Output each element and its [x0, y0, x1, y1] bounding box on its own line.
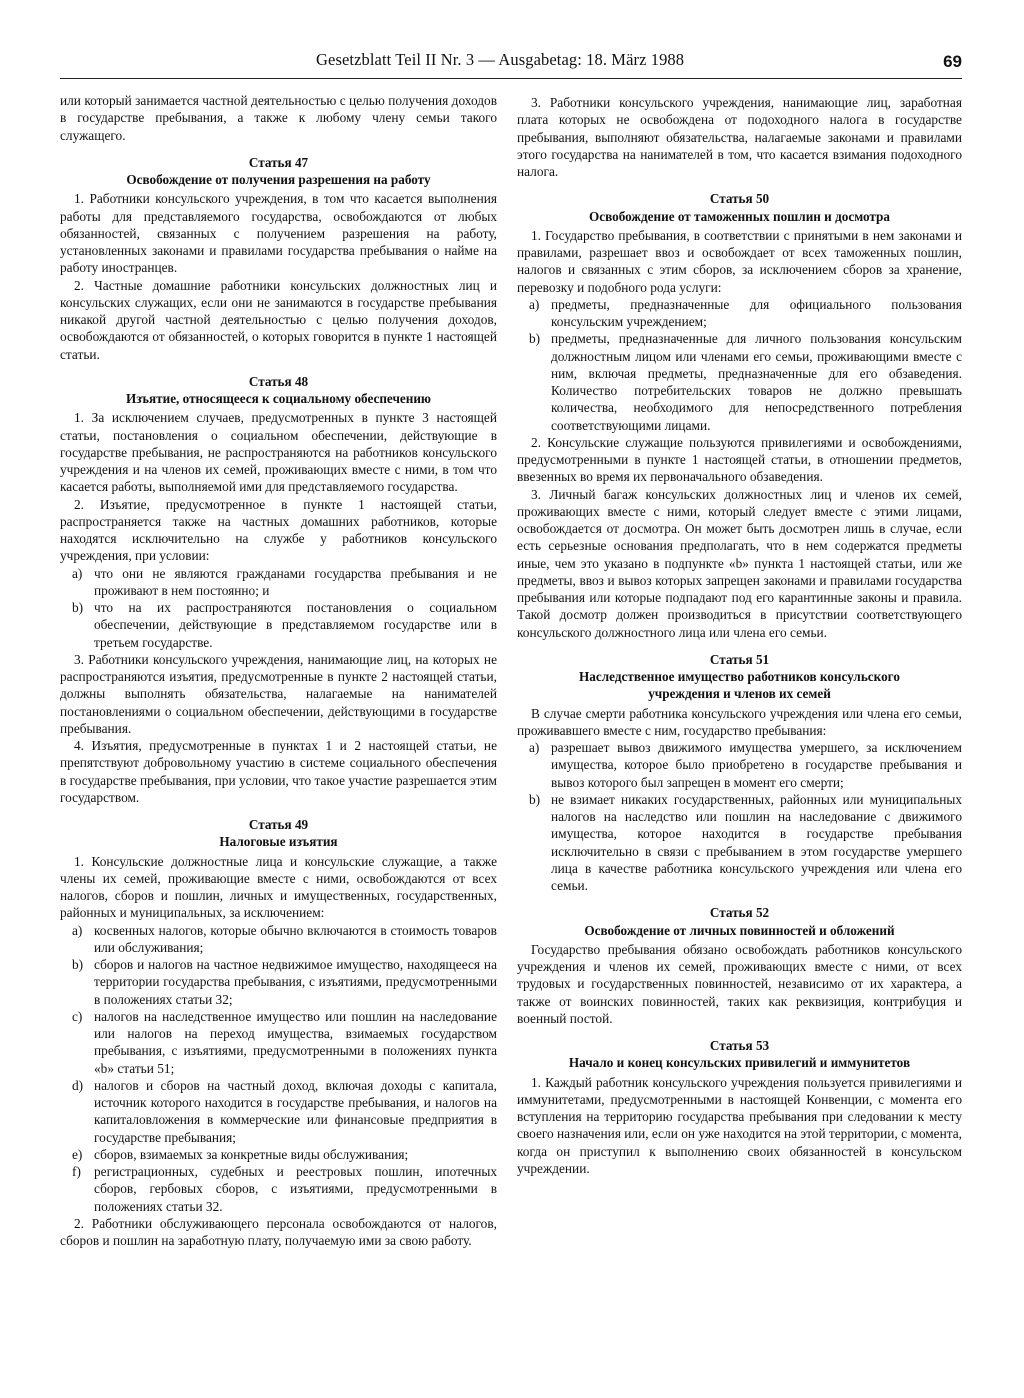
article-53-paragraph-1: 1. Каждый работник консульского учреждения пользуется привилегиями и иммунитетами, предусмотренными в настоящей Конвенции, с момента его вступления на территорию государства пребывания при следовании к месту своего назначения или, если он уже находится на этой территории, с момента, когда он приступил к выполнению своих обязанностей в консульском учреждении.	[517, 1074, 963, 1176]
list-item	[60, 956, 497, 1008]
article-48-paragraph-1: 1. За исключением случаев, предусмотренных в пункте 3 настоящей статьи, постановления о социальном обеспечении, действующие в государстве пребывания, не распространяются на работников консульского учреждения и на членов их семей, проживающих вместе с ними, в том что касается работы, выполняемой ими для представляемого государства.	[60, 410, 497, 495]
list-item	[60, 1008, 497, 1077]
article-50-paragraph-3: 3. Личный багаж консульских должностных лиц и членов их семей, проживающих вместе с ними, который следует вместе с этими лицами, освобождается от досмотра. Он может быть досмотрен лишь в случае, если есть серьезные основания предполагать, что в нем содержатся предметы иные, чем это указано в подпункте «b» пункта 1 настоящей статьи, или же предметы, ввоз и вывоз которых запрещен законами и правилами государства пребывания или которые подпадают под его карантинные законы и правила. Такой досмотр должен производиться в присутствии соответствующего консульского должностного лица или члена его семьи.	[517, 486, 962, 640]
gazette-title: Gesetzblatt Teil II Nr. 3 — Ausgabetag: 18. März 1988	[316, 50, 685, 69]
article-47-title: Освобождение от получения разрешения на работу	[126, 172, 431, 187]
article-50-paragraph-2: 2. Консульские служащие пользуются привилегиями и освобождениями, предусмотренными в пункте 1 настоящей статьи, в отношении предметов, ввезенных во время их первоначального обзаведения.	[517, 434, 962, 485]
list-item-text: сборов и налогов на частное недвижимое имущество, находящееся на территории государства пребывания, с изъятиями, предусмотренными в положениях статьи 32;	[94, 957, 497, 1007]
list-item-text: что они не являются гражданами государства пребывания и не проживают в нем постоянно; и	[94, 565, 497, 598]
article-50-number: Статья 50	[709, 191, 770, 207]
article-52-number: Статья 52	[709, 905, 770, 921]
page-header	[60, 46, 962, 79]
article-51-title-line-2: учреждения и членов их семей	[648, 686, 831, 702]
list-item-text: не взимает никаких государственных, районных или муниципальных налогов на наследство или пошлин на наследование с движимого имущества, которое находится в государстве пребывания исключительно в связи с пребыванием в этом государстве умершего лица в качестве работника консульского учреждения или члена его семьи.	[551, 791, 962, 893]
list-item	[60, 599, 497, 651]
list-item-text: регистрационных, судебных и реестровых пошлин, ипотечных сборов, гербовых сборов, с изъятиями, предусмотренными в положениях статьи 32.	[94, 1164, 497, 1214]
list-item-label: e)	[72, 1146, 83, 1162]
list-item-label: a)	[529, 296, 540, 312]
list-item-label: a)	[72, 922, 83, 938]
right-column	[517, 94, 962, 1177]
article-53-number: Статья 53	[709, 1038, 770, 1053]
list-item	[60, 1146, 497, 1163]
article-51-number: Статья 51	[709, 651, 770, 667]
list-item	[60, 1163, 497, 1215]
list-item-label: b)	[529, 791, 541, 807]
article-51-title	[517, 668, 962, 703]
list-item-text: косвенных налогов, которые обычно включаются в стоимость товаров или обслуживания;	[94, 922, 497, 955]
article-49-title: Налоговые изъятия	[219, 834, 338, 850]
list-item-label: c)	[72, 1008, 83, 1024]
article-48-paragraph-3: 3. Работники консульского учреждения, нанимающие лиц, на которых не распространяются изъятия, предусмотренные в пункте 2 настоящей статьи, должны выполнять обязательства, налагаемые на нанимателей постановлениями о социальном обеспечении, действующими в государстве пребывания.	[60, 651, 497, 736]
page-number: 69	[943, 52, 962, 71]
list-item-text: предметы, предназначенные для личного пользования консульским должностным лицом или членами его семьи, проживающими вместе с ним, включая предметы, предназначенные для его обзаведения. Количество потребительских товаров не должно превышать количества, необходимого для непосредственного потребления соответствующими лицами.	[551, 331, 962, 433]
left-column	[60, 92, 497, 1249]
article-49-number: Статья 49	[248, 817, 309, 832]
list-item-label: d)	[72, 1077, 84, 1093]
article-49-paragraph-2: 2. Работники обслуживающего персонала освобождаются от налогов, сборов и пошлин на заработную плату, получаемую ими за свою работу.	[60, 1215, 497, 1248]
article-53-title: Начало и конец консульских привилегий и иммунитетов	[568, 1055, 911, 1071]
article-48-paragraph-4: 4. Изъятия, предусмотренные в пунктах 1 и 2 настоящей статьи, не препятствуют добровольному участию в системе социального обеспечения в государстве пребывания, при условии, что такое участие разрешается этим государством.	[60, 738, 497, 805]
article-49-paragraph-3: 3. Работники консульского учреждения, нанимающие лиц, заработная плата которых не освобождена от подоходного налога в государстве пребывания, выполняют обязательства, налагаемые законами и правилами этого государства на нанимателей в том, что касается взимания подоходного налога.	[517, 95, 962, 179]
list-item-label: b)	[72, 957, 84, 972]
list-item	[60, 1077, 497, 1146]
list-item-text: предметы, предназначенные для официального пользования консульским учреждением;	[551, 296, 962, 329]
article-51-title-line-1: Наследственное имущество работников консульского	[579, 669, 900, 684]
list-item	[517, 739, 962, 791]
article-52-paragraph-1: Государство пребывания обязано освобождать работников консульского учреждения и членов их семей, проживающих вместе с ними, от всех трудовых и государственных повинностей, независимо от их характера, а также от воинских повинностей, таких как реквизиция, контрибуция и военный постой.	[517, 941, 962, 1026]
list-item-text: сборов, взимаемых за конкретные виды обслуживания;	[94, 1146, 409, 1162]
list-item-label: b)	[529, 331, 541, 347]
list-item-label: a)	[529, 740, 540, 755]
list-item	[517, 296, 962, 331]
list-item-text: налогов и сборов на частный доход, включая доходы с капитала, источник которого находится в государстве пребывания, и налогов на капиталовложения в коммерческие или финансовые предприятия в государстве пребывания;	[94, 1077, 497, 1145]
article-52-title: Освобождение от личных повинностей и обложений	[584, 922, 895, 938]
continued-paragraph: или который занимается частной деятельностью с целью получения доходов в государстве пребывания, а также к любому члену семьи такого служащего.	[60, 93, 497, 143]
article-50-paragraph-1: 1. Государство пребывания, в соответствии с принятыми в нем законами и правилами, разрешает ввоз и освобождает от всех таможенных пошлин, налогов и связанных с этим сборов, за исключением сборов за хранение, перевозку и подобного рода услуги:	[517, 227, 962, 295]
list-item	[60, 565, 497, 600]
article-48-title: Изъятие, относящееся к социальному обеспечению	[125, 391, 432, 406]
list-item-label: b)	[72, 600, 84, 615]
list-item-text: разрешает вывоз движимого имущества умершего, за исключением имущества, которое было приобретено в государстве пребывания и вывоз которого был запрещен в момент его смерти;	[551, 740, 962, 790]
list-item-label: a)	[72, 565, 83, 581]
list-item-text: налогов на наследственное имущество или пошлин на наследование или налогов на переход имущества, взимаемых государством пребывания, с изъятиями, предусмотренными в положениях пункта «b» статьи 51;	[94, 1008, 497, 1076]
article-47-number: Статья 47	[248, 154, 309, 170]
article-48-number: Статья 48	[248, 373, 309, 389]
list-item	[517, 330, 962, 434]
list-item-label: f)	[72, 1164, 81, 1179]
article-49-paragraph-1: 1. Консульские должностные лица и консульские служащие, а также члены их семей, проживающие вместе с ними, освобождаются от всех налогов, сборов и пошлин, личных и имущественных, государственных, районных и муниципальных, за исключением:	[60, 853, 497, 921]
article-50-title: Освобождение от таможенных пошлин и досмотра	[588, 208, 890, 224]
list-item	[517, 791, 962, 895]
list-item	[60, 922, 497, 957]
article-47-paragraph-1: 1. Работники консульского учреждения, в том что касается выполнения работы для представляемого государства, освобождаются от любых обязанностей, связанных с получением разрешения на работу, установленных законами и правилами государства пребывания о найме на работу иностранцев.	[60, 191, 497, 276]
article-47-paragraph-2: 2. Частные домашние работники консульских должностных лиц и консульских служащих, если они не занимаются в государстве пребывания никакой другой частной деятельностью с целью получения доходов, освобождаются от обязанностей, о которых говорится в пункте 1 настоящей статьи.	[60, 277, 497, 362]
article-51-paragraph-1: В случае смерти работника консульского учреждения или члена его семьи, проживавшего вместе с ним, государство пребывания:	[517, 705, 962, 738]
article-48-paragraph-2: 2. Изъятие, предусмотренное в пункте 1 настоящей статьи, распространяется также на частных домашних работников, которые находятся исключительно на службе у работников консульского учреждения, при условии:	[60, 496, 497, 564]
list-item-text: что на их распространяются постановления о социальном обеспечении, действующие в представляемом государстве или в третьем государстве.	[94, 600, 497, 650]
